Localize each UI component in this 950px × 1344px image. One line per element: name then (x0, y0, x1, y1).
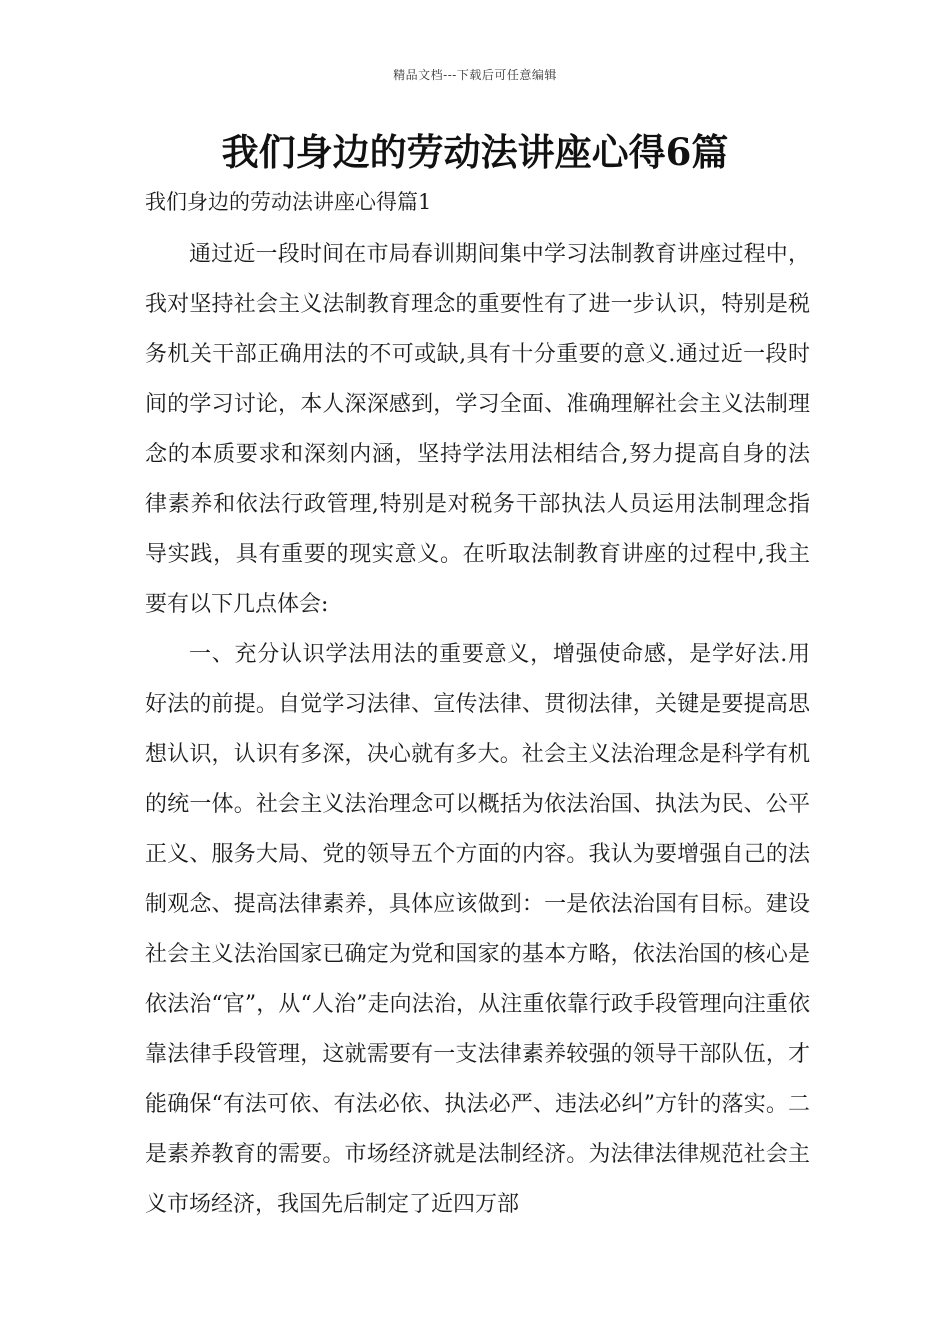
document-body (145, 182, 810, 1230)
section-subtitle: 我们身边的劳动法讲座心得篇1 (145, 190, 432, 214)
paragraph-2: 一、充分认识学法用法的重要意义，增强使命感，是学好法.用好法的前提。自觉学习法律、宣传法律、贯彻法律，关键是要提高思想认识，认识有多深，决心就有多大。社会主义法治理念是科学有机的统一体。社会主义法治理念可以概括为依法治国、执法为民、公平正义、服务大局、党的领导五个方面的内容。我认为要增强自己的法制观念、提高法律素养，具体应该做到：一是依法治国有目标。建设社会主义法治国家已确定为党和国家的基本方略，依法治国的核心是依法治“官”，从“人治”走向法治，从注重依靠行政手段管理向注重依靠法律手段管理，这就需要有一支法律素养较强的领导干部队伍，才能确保“有法可依、有法必依、执法必严、违法必纠”方针的落实。二是素养教育的需要。市场经济就是法制经济。为法律法律规范社会主义市场经济，我国先后制定了近四万部 (145, 642, 810, 1217)
paragraph-1: 通过近一段时间在市局春训期间集中学习法制教育讲座过程中，我对坚持社会主义法制教育理念的重要性有了进一步认识，特别是税务机关干部正确用法的不可或缺,具有十分重要的意义.通过近一段时间的学习讨论，本人深深感到，学习全面、准确理解社会主义法制理念的本质要求和深刻内涵，坚持学法用法相结合,努力提高自身的法律素养和依法行政管理,特别是对税务干部执法人员运用法制理念指导实践，具有重要的现实意义。在听取法制教育讲座的过程中,我主要有以下几点体会: (145, 242, 810, 617)
header-note: 精品文档---下载后可任意编辑 (393, 68, 557, 82)
document-title: 我们身边的劳动法讲座心得6篇 (221, 130, 729, 174)
